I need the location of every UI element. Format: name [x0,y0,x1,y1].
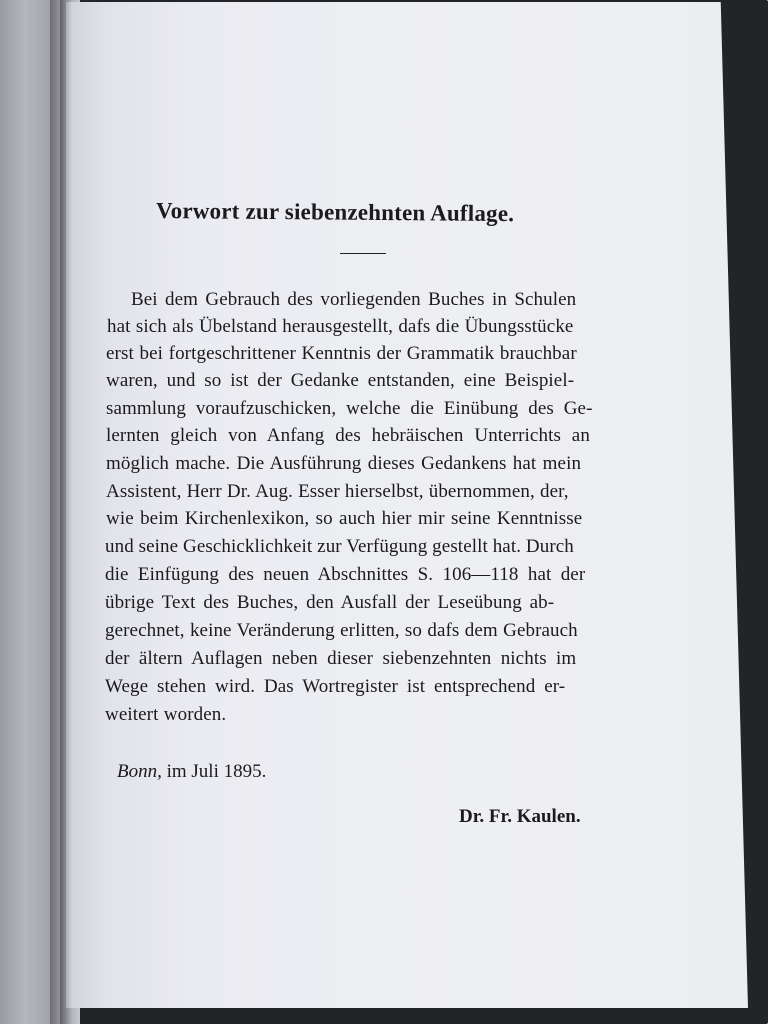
paragraph-line: übrige Text des Buches, den Ausfall der Leseübung ab- [105,592,555,613]
page-title: Vorwort zur siebenzehnten Auflage. [155,198,515,227]
paragraph-line: waren, und so ist der Gedanke entstanden, eine Beispiel- [106,370,575,391]
paragraph-line: wie beim Kirchenlexikon, so auch hier mir seine Kenntnisse [106,508,583,529]
paragraph-line: die Einfügung des neuen Abschnittes S. 106—118 hat der [105,564,586,585]
paragraph-line: erst bei fortgeschrittener Kenntnis der Grammatik brauchbar [106,343,577,364]
paragraph-line: und seine Geschicklichkeit zur Verfügung gestellt hat. Durch [105,536,574,557]
dateline [117,761,266,783]
paragraph-line: möglich mache. Die Ausführung dieses Gedankens hat mein [106,453,582,474]
paragraph-line: sammlung voraufzuschicken, welche die Einübung des Ge- [106,398,593,419]
paragraph-line: Wege stehen wird. Das Wortregister ist entsprechend er- [105,676,566,697]
paragraph-line: Bei dem Gebrauch des vorliegenden Buches in Schulen [131,289,577,310]
paragraph-line: weitert worden. [105,704,227,725]
paragraph-line: gerechnet, keine Veränderung erlitten, so dafs dem Gebrauch [105,620,578,641]
title-divider [340,253,386,254]
author-signature: Dr. Fr. Kaulen. [459,806,581,827]
date-text: im Juli 1895. [166,761,267,782]
paragraph-line: lernten gleich von Anfang des hebräischen Unterrichts an [106,425,590,446]
place-name: Bonn, [117,761,162,782]
paragraph-line: Assistent, Herr Dr. Aug. Esser hierselbst, übernommen, der, [106,481,569,502]
paragraph-line: hat sich als Übelstand herausgestellt, dafs die Übungsstücke [107,316,574,337]
paragraph-line: der ältern Auflagen neben dieser siebenzehnten nichts im [105,648,577,669]
